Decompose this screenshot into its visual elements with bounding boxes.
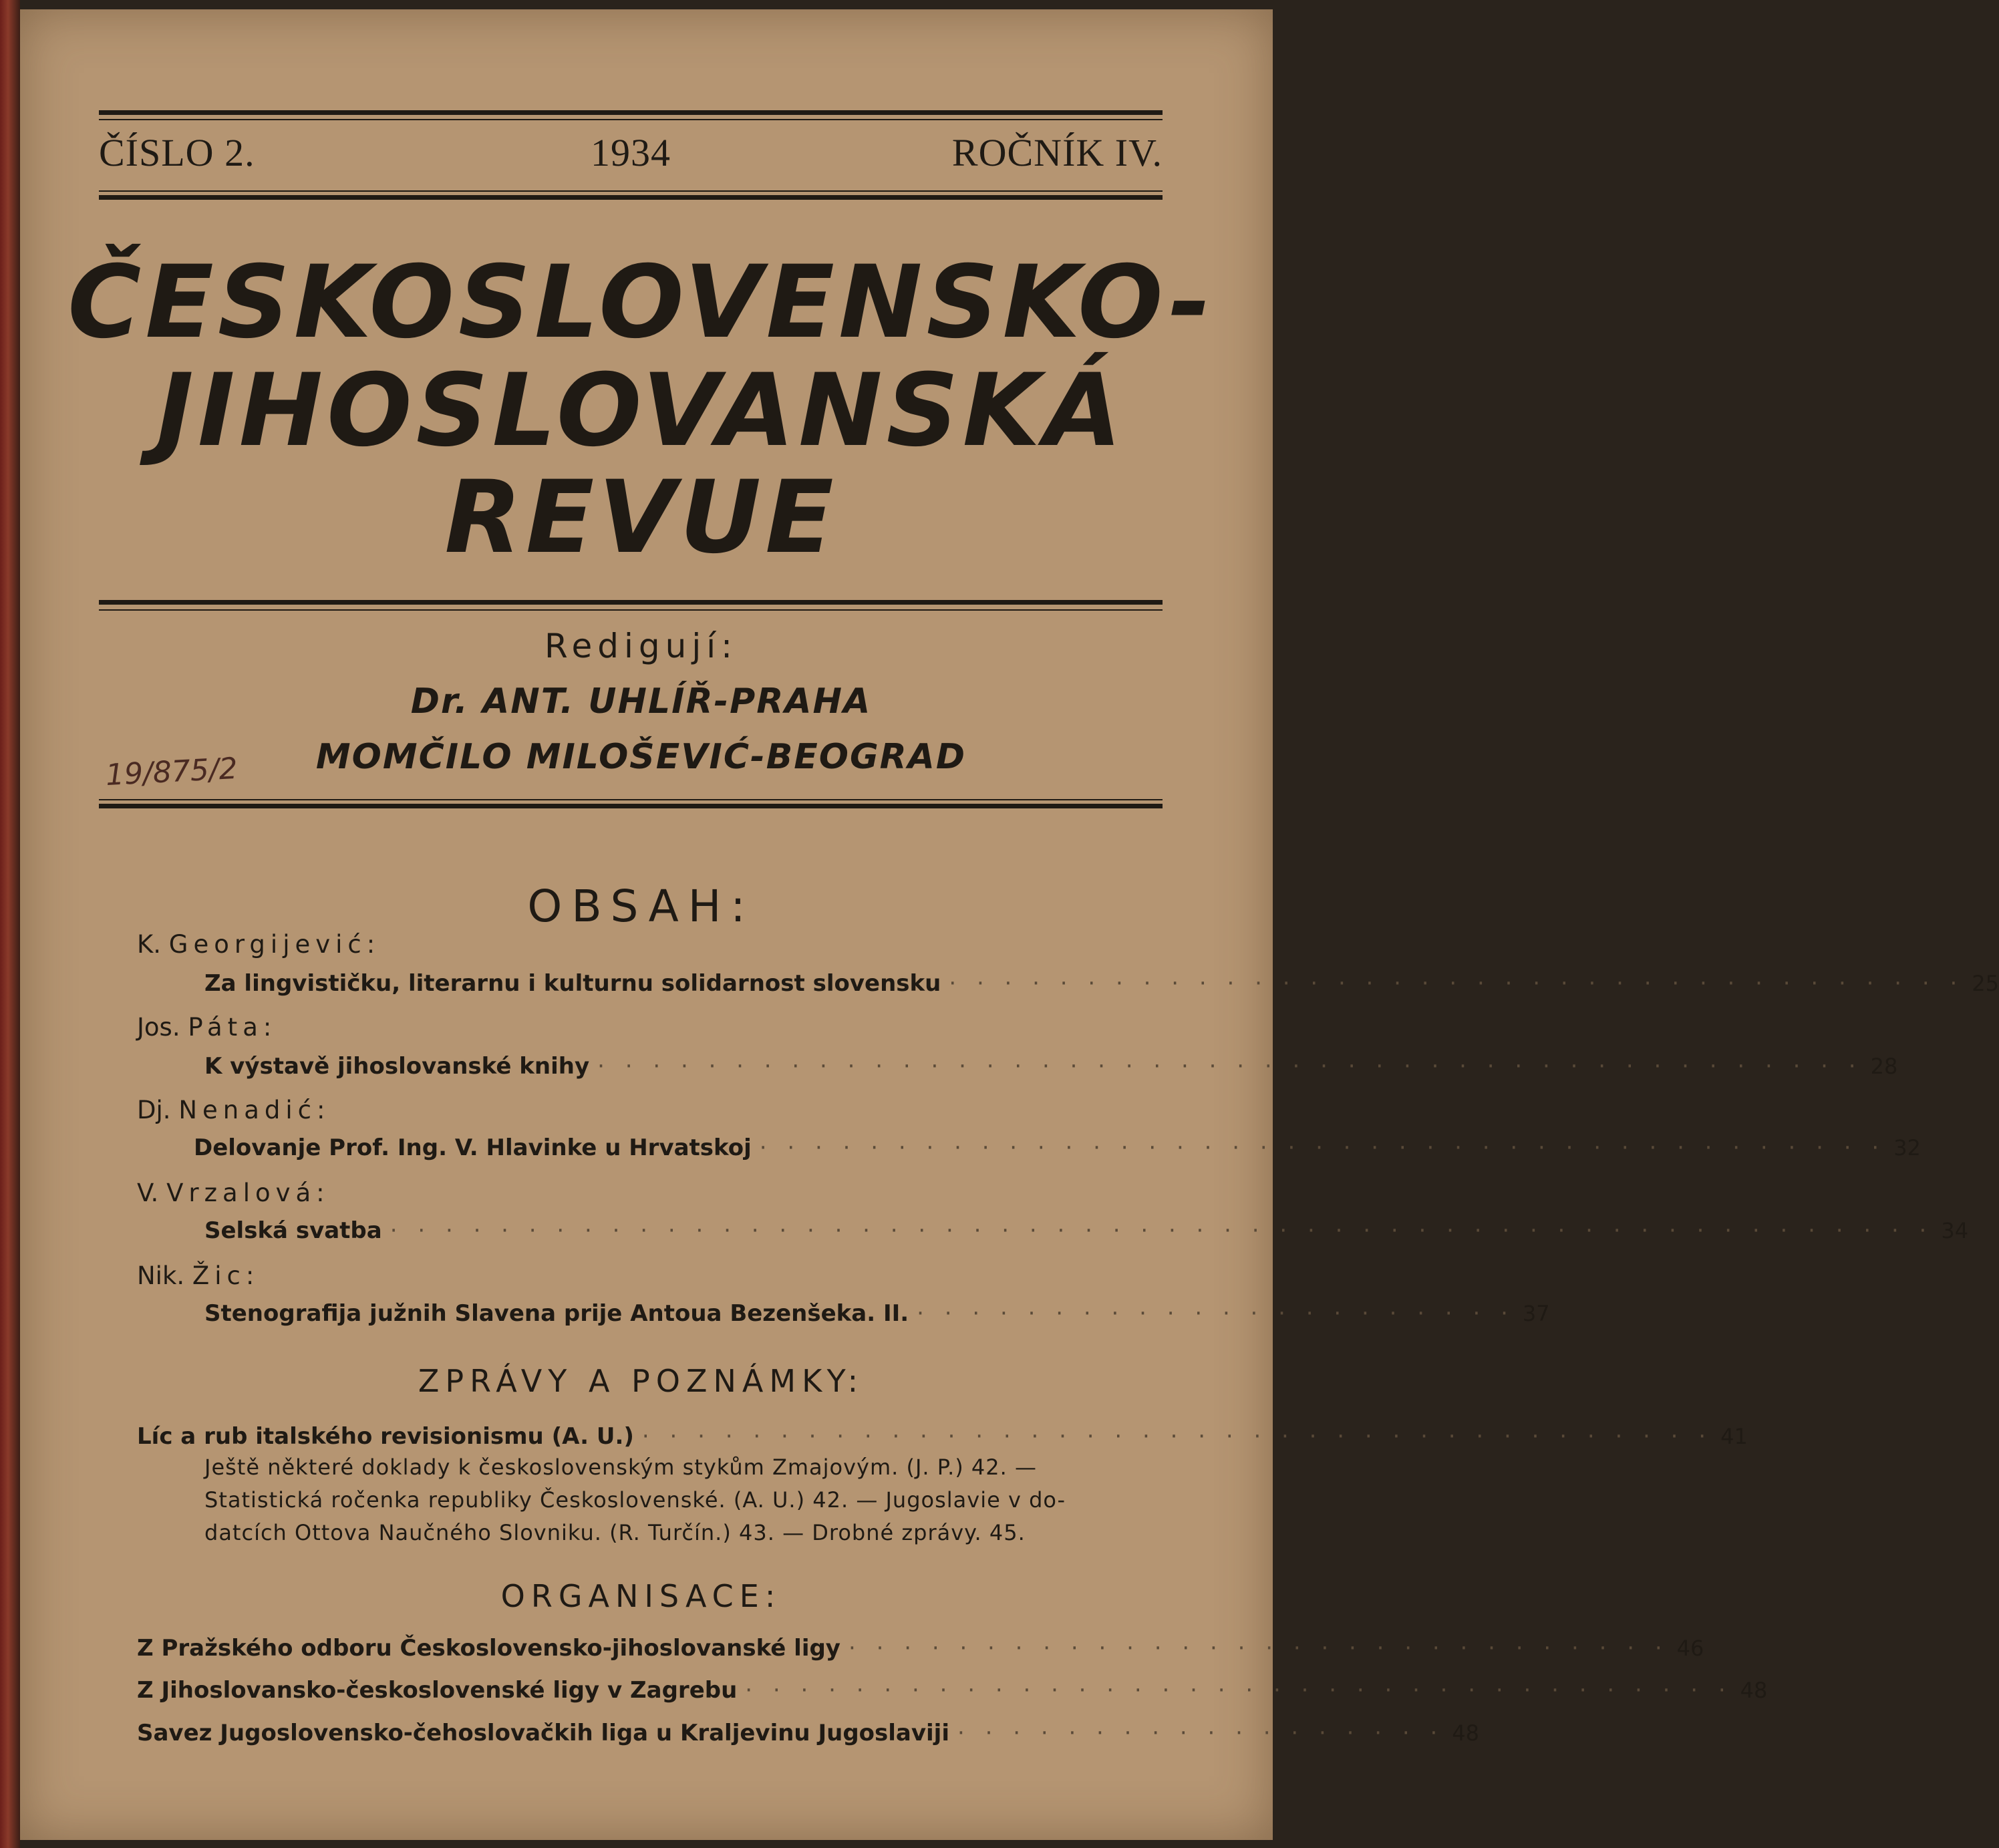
organisation-entry	[137, 1720, 1479, 1746]
contents-author	[137, 1096, 330, 1124]
author-prefix: Dj.	[137, 1096, 171, 1124]
contents-entry	[194, 1134, 1921, 1161]
author-name: Nenadić:	[178, 1096, 331, 1124]
dot-leader: · · · · · · · · · · · · · · · · · ·	[957, 1720, 1444, 1746]
notes-sub-line: Statistická ročenka republiky Československé. (A. U.) 42. — Jugoslavie v do-	[204, 1487, 1066, 1513]
notes-heading: ZPRÁVY A POZNÁMKY:	[418, 1363, 865, 1399]
entry-title: Stenografija južnih Slavena prije Antoua Bezenšeka. II.	[204, 1300, 909, 1327]
dot-leader: · · · · · · · · · · · · · · · · · · · · · · · · · · · · · · · · · · · ·	[745, 1677, 1732, 1704]
entry-title: Z Jihoslovansko-československé ligy v Zagrebu	[137, 1677, 738, 1704]
organisation-heading: ORGANISACE:	[500, 1578, 782, 1614]
dot-leader: · · · · · · · · · · · · · · · · · · · · · · · · · · · · · · · · · · · · · · · · · · · · · · · · · · · · · · · ·	[390, 1217, 1934, 1244]
issue-header	[99, 130, 1163, 184]
contents-author	[137, 1013, 277, 1042]
top-rule-thin	[99, 119, 1163, 120]
dot-leader: · · · · · · · · · · · · · · · · · · · · · · · · · · · · · · · · · · · · ·	[949, 970, 1964, 997]
contents-entry	[204, 1053, 1898, 1080]
entry-page: 37	[1522, 1301, 1550, 1326]
notes-sub-line: Ještě některé doklady k československým stykům Zmajovým. (J. P.) 42. —	[204, 1454, 1037, 1480]
entry-title: Líc a rub italského revisionismu (A. U.)	[137, 1423, 634, 1450]
entry-title: Delovanje Prof. Ing. V. Hlavinke u Hrvatskoj	[194, 1134, 752, 1161]
header-rule-thick	[99, 195, 1163, 200]
dot-leader: · · · · · · · · · · · · · · · · · · · · · · · · · · · · · · · · · · · · · · ·	[641, 1423, 1713, 1450]
header-rule-thin	[99, 190, 1163, 192]
contents-heading: OBSAH:	[527, 881, 755, 932]
dot-leader: · · · · · · · · · · · · · · · · · · · · · · · · · · · · · · · · · · · · · · · · · · · · · ·	[597, 1053, 1863, 1080]
author-prefix: V.	[137, 1179, 159, 1207]
dot-leader: · · · · · · · · · · · · · · · · · · · · · ·	[917, 1300, 1515, 1327]
contents-author	[137, 1179, 330, 1207]
entry-page: 34	[1941, 1218, 1969, 1243]
entry-page: 46	[1676, 1636, 1704, 1661]
notes-sub-line: datcích Ottova Naučného Slovniku. (R. Turčín.) 43. — Drobné zprávy. 45.	[204, 1520, 1026, 1545]
entry-page: 48	[1452, 1720, 1479, 1746]
editor-milosevic: MOMČILO MILOŠEVIĆ-BEOGRAD	[315, 737, 967, 777]
masthead-line-2: JIHOSLOVANSKÁ	[156, 353, 1126, 469]
entry-title: Selská svatba	[204, 1217, 382, 1244]
contents-entry	[204, 1217, 1969, 1244]
dot-leader: · · · · · · · · · · · · · · · · · · · · · · · · · · · · · ·	[848, 1635, 1669, 1662]
contents-author	[137, 930, 380, 959]
author-prefix: K.	[137, 930, 162, 959]
organisation-entry	[137, 1635, 1704, 1662]
editors-rule-thin	[99, 799, 1163, 800]
entry-page: 32	[1893, 1135, 1921, 1161]
notes-main-entry	[137, 1423, 1748, 1450]
issue-year: 1934	[591, 131, 671, 174]
entry-title: Z Pražského odboru Československo-jihoslovanské ligy	[137, 1635, 840, 1662]
volume-number: ROČNÍK IV.	[951, 131, 1163, 174]
issue-number: ČÍSLO 2.	[99, 131, 255, 174]
author-name: Páta:	[188, 1013, 277, 1042]
entry-title: Za lingvističku, literarnu i kulturnu solidarnost slovensku	[204, 970, 941, 997]
author-name: Georgijević:	[168, 930, 381, 959]
author-name: Žic:	[192, 1261, 260, 1290]
entry-page: 48	[1740, 1678, 1768, 1703]
author-prefix: Nik.	[137, 1261, 185, 1290]
author-name: Vrzalová:	[166, 1179, 330, 1207]
masthead-line-1: ČESKOSLOVENSKO-	[67, 245, 1215, 361]
entry-page: 25	[1972, 971, 1999, 996]
entry-title: K výstavě jihoslovanské knihy	[204, 1053, 590, 1080]
entry-page: 41	[1720, 1424, 1748, 1449]
organisation-entry	[137, 1677, 1768, 1704]
editors-label: Redigují:	[545, 627, 738, 665]
masthead-rule-thin	[99, 609, 1163, 611]
top-rule-thick	[99, 110, 1163, 115]
handwritten-catalog-note: 19/875/2	[104, 751, 239, 793]
entry-page: 28	[1870, 1054, 1898, 1079]
editor-uhlir: Dr. ANT. UHLÍŘ-PRAHA	[410, 681, 872, 722]
editors-rule-thick	[99, 804, 1163, 808]
contents-entry	[204, 970, 1999, 997]
author-prefix: Jos.	[137, 1013, 180, 1042]
entry-title: Savez Jugoslovensko-čehoslovačkih liga u Kraljevinu Jugoslaviji	[137, 1720, 949, 1746]
dot-leader: · · · · · · · · · · · · · · · · · · · · · · · · · · · · · · · · · · · · · · · · ·	[759, 1134, 1886, 1161]
contents-author	[137, 1261, 259, 1290]
masthead-line-3: REVUE	[444, 460, 838, 576]
contents-entry	[204, 1300, 1550, 1327]
masthead-rule-thick	[99, 600, 1163, 605]
